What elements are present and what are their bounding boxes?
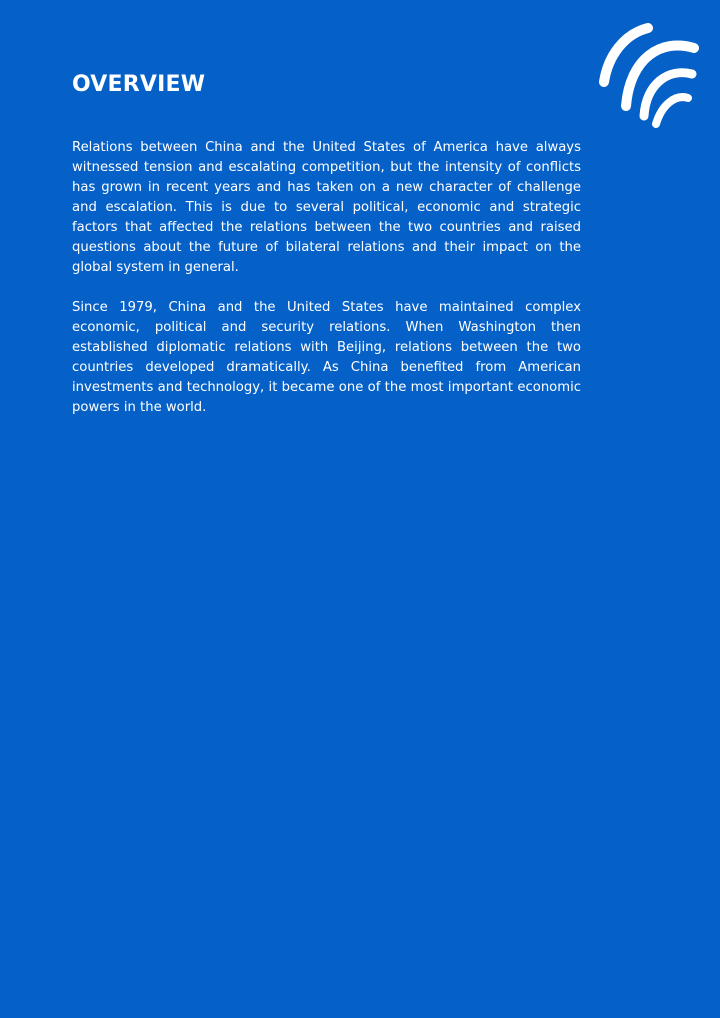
overview-body — [72, 138, 581, 438]
overview-paragraph-1: Relations between China and the United States of America have always witnessed tension and escalating competition, but the intensity of conflicts has grown in recent years and has taken on a new character of challenge and escalation. This is due to several political, economic and strategic factors that affected the relations between the two countries and raised questions about the future of bilateral relations and their impact on the global system in general. — [72, 140, 581, 275]
overview-paragraph-2: Since 1979, China and the United States have maintained complex economic, political and security relations. When Washington then established diplomatic relations with Beijing, relations between the two countries developed dramatically. As China benefited from American investments and technology, it became one of the most important economic powers in the world. — [72, 300, 581, 415]
swoosh-logo-icon — [590, 20, 702, 132]
page-title: OVERVIEW — [72, 72, 206, 97]
